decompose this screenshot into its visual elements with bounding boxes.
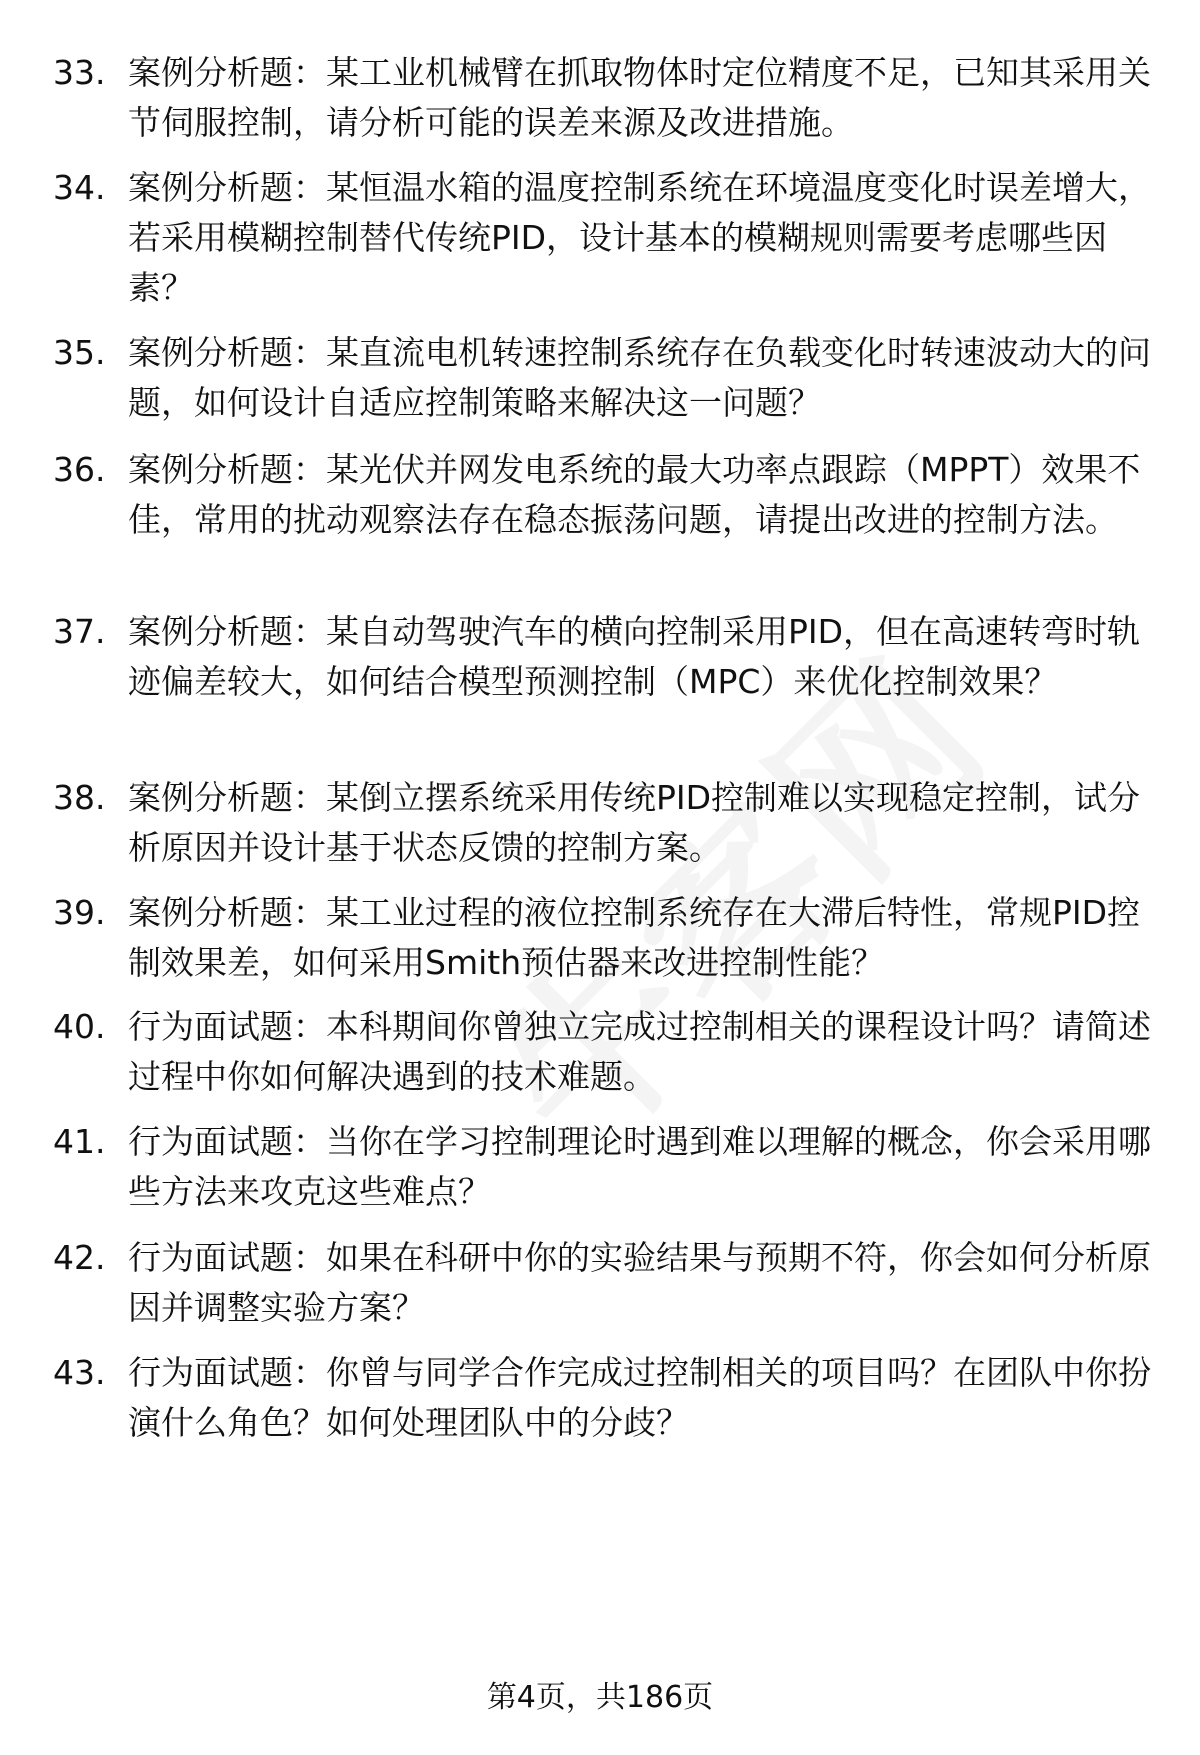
- question-text: 案例分析题：某倒立摆系统采用传统PID控制难以实现稳定控制，试分析原因并设计基于状态反馈的控制方案。: [128, 778, 1141, 867]
- question-number: 35.: [53, 333, 106, 372]
- page-footer: 第4页，共186页: [486, 1680, 714, 1715]
- question-text: 案例分析题：某光伏并网发电系统的最大功率点跟踪（MPPT）效果不佳，常用的扰动观察法存在稳态振荡问题，请提出改进的控制方法。: [128, 450, 1141, 539]
- question-text: 案例分析题：某工业机械臂在抓取物体时定位精度不足，已知其采用关节伺服控制，请分析可能的误差来源及改进措施。: [128, 53, 1151, 142]
- question-text: 案例分析题：某直流电机转速控制系统存在负载变化时转速波动大的问题，如何设计自适应控制策略来解决这一问题？: [128, 333, 1151, 422]
- question-text: 案例分析题：某自动驾驶汽车的横向控制采用PID，但在高速转弯时轨迹偏差较大，如何结合模型预测控制（MPC）来优化控制效果？: [128, 612, 1141, 701]
- question-number: 40.: [53, 1007, 106, 1046]
- question-number: 33.: [53, 53, 106, 92]
- question-number: 34.: [53, 168, 106, 207]
- question-text: 行为面试题：你曾与同学合作完成过控制相关的项目吗？在团队中你扮演什么角色？如何处理团队中的分歧？: [128, 1353, 1151, 1442]
- question-text: 行为面试题：本科期间你曾独立完成过控制相关的课程设计吗？请简述过程中你如何解决遇到的技术难题。: [128, 1007, 1151, 1096]
- question-number: 41.: [53, 1122, 106, 1161]
- question-number: 36.: [53, 450, 106, 489]
- question-number: 38.: [53, 778, 106, 817]
- question-number: 39.: [53, 893, 106, 932]
- question-text: 案例分析题：某工业过程的液位控制系统存在大滞后特性，常规PID控制效果差，如何采用Smith预估器来改进控制性能？: [128, 893, 1141, 982]
- question-number: 43.: [53, 1353, 106, 1392]
- question-number: 37.: [53, 612, 106, 651]
- question-number: 42.: [53, 1238, 106, 1277]
- question-text: 行为面试题：当你在学习控制理论时遇到难以理解的概念，你会采用哪些方法来攻克这些难点？: [128, 1122, 1151, 1211]
- question-text: 行为面试题：如果在科研中你的实验结果与预期不符，你会如何分析原因并调整实验方案？: [128, 1238, 1151, 1327]
- question-text: 案例分析题：某恒温水箱的温度控制系统在环境温度变化时误差增大，若采用模糊控制替代传统PID，设计基本的模糊规则需要考虑哪些因素？: [128, 168, 1151, 307]
